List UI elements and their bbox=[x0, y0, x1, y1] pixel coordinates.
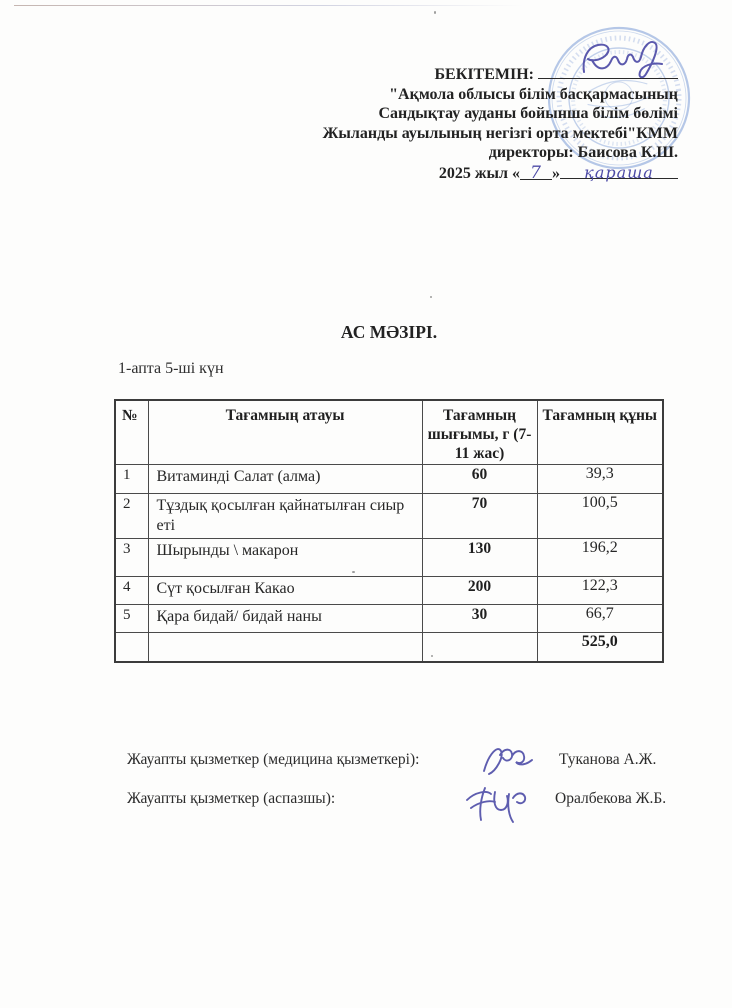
dish-name: Сүт қосылған Какао bbox=[148, 577, 422, 605]
date-close-quote: » bbox=[552, 165, 560, 182]
date-month-blank bbox=[560, 163, 678, 182]
table-total-row bbox=[115, 633, 663, 663]
dish-cost: 196,2 bbox=[537, 539, 663, 577]
row-number: 4 bbox=[115, 577, 148, 605]
responsible-cook-name: Оралбекова Ж.Б. bbox=[555, 790, 667, 807]
dish-name: Шырынды \ макарон bbox=[148, 539, 422, 577]
approval-date-line bbox=[248, 163, 678, 184]
row-number: 2 bbox=[115, 494, 148, 539]
dish-cost: 100,5 bbox=[537, 494, 663, 539]
empty-cell bbox=[422, 633, 537, 663]
page-title: АС МӘЗІРІ. bbox=[340, 322, 438, 342]
date-prefix: 2025 жыл « bbox=[438, 165, 520, 182]
dish-weight: 130 bbox=[422, 539, 537, 577]
approval-line-1 bbox=[248, 64, 678, 85]
table-row bbox=[115, 577, 663, 605]
total-cost: 525,0 bbox=[537, 633, 663, 663]
dish-name: Қара бидай/ бидай наны bbox=[148, 605, 422, 633]
date-day-blank bbox=[520, 163, 552, 183]
dish-name: Тұздық қосылған қайнатылған сиыр еті bbox=[148, 494, 422, 539]
dish-weight: 200 bbox=[422, 577, 537, 605]
week-day-label: 1-апта 5-ші күн bbox=[118, 360, 224, 377]
scan-speck bbox=[430, 296, 432, 298]
dish-cost: 66,7 bbox=[537, 605, 663, 633]
approval-org-line: "Ақмола облысы білім басқармасының bbox=[389, 85, 678, 103]
signature-scribble-icon bbox=[476, 739, 542, 781]
table-row bbox=[115, 465, 663, 494]
dish-weight: 70 bbox=[422, 494, 537, 539]
table-header-row bbox=[115, 400, 663, 465]
handwritten-day: 7 bbox=[530, 163, 542, 183]
responsible-cook-row bbox=[127, 790, 667, 808]
column-header-dish-name: Тағамның атауы bbox=[148, 400, 422, 465]
row-number: 5 bbox=[115, 605, 148, 633]
signature-scribble-icon bbox=[457, 778, 533, 828]
table-row bbox=[115, 539, 663, 577]
table-row bbox=[115, 494, 663, 539]
responsible-medical-name: Туканова А.Ж. bbox=[559, 751, 657, 768]
row-number: 3 bbox=[115, 539, 148, 577]
row-number: 1 bbox=[115, 465, 148, 494]
scan-speck bbox=[434, 11, 436, 14]
dish-weight: 30 bbox=[422, 605, 537, 633]
approval-org-line: Сандықтау ауданы бойынша білім бөлімі bbox=[378, 105, 678, 122]
dish-name: Витаминді Салат (алма) bbox=[148, 465, 422, 494]
approval-block bbox=[248, 64, 678, 184]
column-header-cost: Тағамның құны bbox=[537, 400, 663, 465]
scanner-artifact-line bbox=[14, 5, 524, 6]
empty-cell bbox=[148, 633, 422, 663]
dish-weight: 60 bbox=[422, 465, 537, 494]
table-row bbox=[115, 605, 663, 633]
director-signature-scribble-icon bbox=[576, 34, 668, 82]
approval-org-line: директоры: Баисова К.Ш. bbox=[488, 144, 678, 161]
approval-label: БЕКІТЕМІН: bbox=[434, 66, 534, 83]
menu-table bbox=[114, 399, 664, 663]
dish-cost: 122,3 bbox=[537, 577, 663, 605]
empty-cell bbox=[115, 633, 148, 663]
column-header-number: № bbox=[115, 400, 148, 465]
responsible-medical-row bbox=[127, 751, 657, 769]
handwritten-month: қараша bbox=[584, 163, 654, 182]
responsible-medical-label: Жауапты қызметкер (медицина қызметкері): bbox=[127, 751, 420, 768]
director-signature-line bbox=[538, 64, 678, 79]
responsible-cook-label: Жауапты қызметкер (аспазшы): bbox=[127, 790, 336, 807]
approval-org-line: Жыланды ауылының негізгі орта мектебі"КММ bbox=[322, 124, 678, 142]
dish-cost: 39,3 bbox=[537, 465, 663, 494]
column-header-weight: Тағамның шығымы, г (7-11 жас) bbox=[422, 400, 537, 465]
